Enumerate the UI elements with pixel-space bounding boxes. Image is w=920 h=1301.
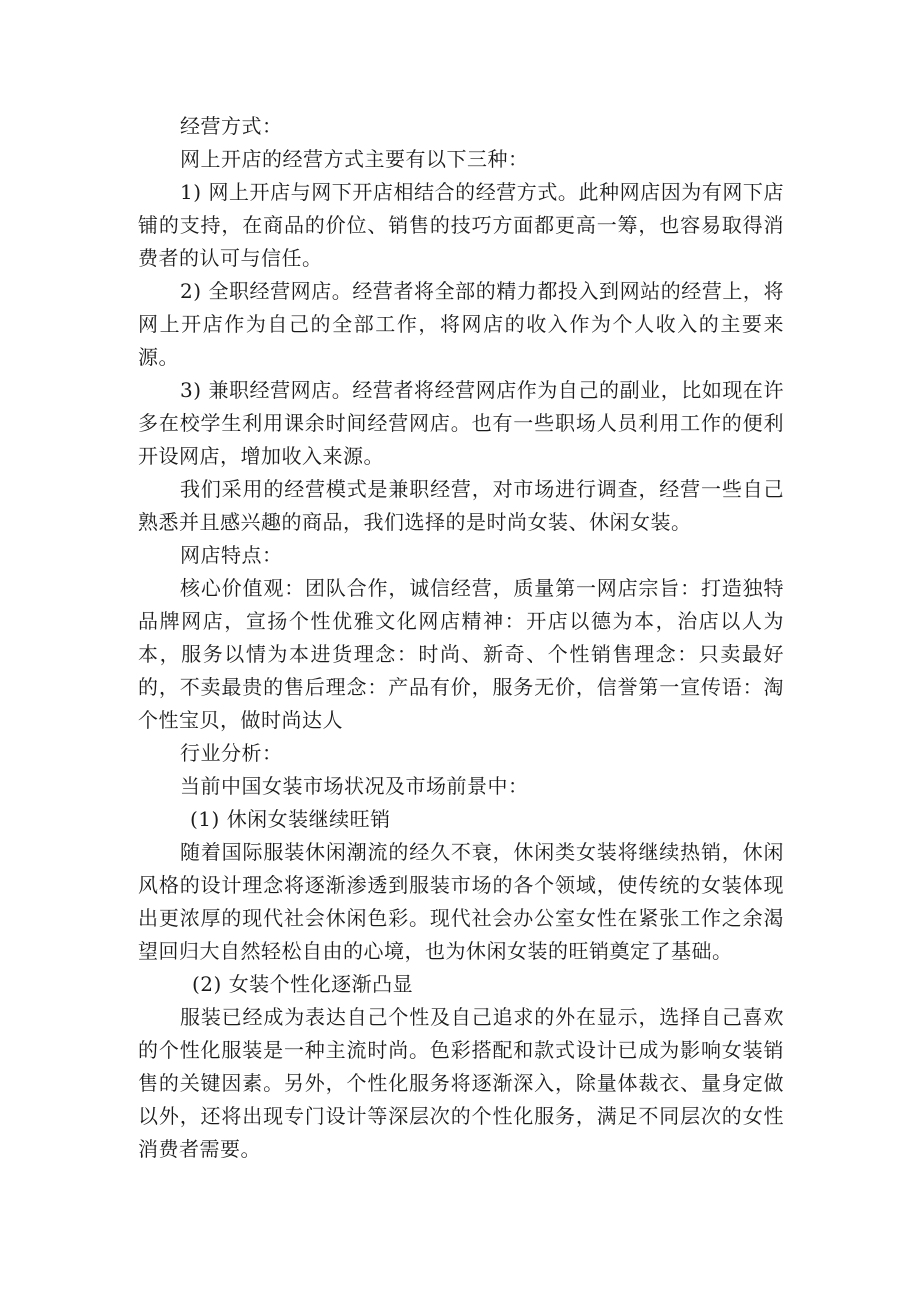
paragraph-mode-1: 1) 网上开店与网下开店相结合的经营方式。此种网店因为有网下店铺的支持，在商品的价位、销售的技巧方面都更高一筹，也容易取得消费者的认可与信任。 bbox=[138, 180, 784, 270]
subheading-personalization: (2) 女装个性化逐渐凸显 bbox=[192, 972, 414, 996]
paragraph-our-mode: 我们采用的经营模式是兼职经营，对市场进行调查，经营一些自己熟悉并且感兴趣的商品，我们选择的是时尚女装、休闲女装。 bbox=[138, 477, 784, 534]
heading-business-mode: 经营方式： bbox=[180, 114, 283, 138]
paragraph-personalization: 服装已经成为表达自己个性及自己追求的外在显示，选择自己喜欢的个性化服装是一种主流时尚。色彩搭配和款式设计已成为影响女装销售的关键因素。另外，个性化服务将逐渐深入，除量体裁衣、量身定做以外，还将出现专门设计等深层次的个性化服务，满足不同层次的女性消费者需要。 bbox=[138, 1005, 784, 1161]
document-body bbox=[138, 110, 784, 1166]
subheading-casual-wear: (1) 休闲女装继续旺销 bbox=[190, 807, 391, 831]
paragraph-intro: 网上开店的经营方式主要有以下三种： bbox=[180, 147, 529, 171]
heading-store-features: 网店特点： bbox=[180, 543, 283, 567]
paragraph-mode-3: 3) 兼职经营网店。经营者将经营网店作为自己的副业，比如现在许多在校学生利用课余时间经营网店。也有一些职场人员利用工作的便利开设网店，增加收入来源。 bbox=[138, 378, 784, 468]
paragraph-casual-wear: 随着国际服装休闲潮流的经久不衰，休闲类女装将继续热销，休闲风格的设计理念将逐渐渗透到服装市场的各个领域，使传统的女装体现出更浓厚的现代社会休闲色彩。现代社会办公室女性在紧张工作之余渴望回归大自然轻松自由的心境，也为休闲女装的旺销奠定了基础。 bbox=[138, 840, 784, 963]
paragraph-mode-2: 2) 全职经营网店。经营者将全部的精力都投入到网站的经营上，将网上开店作为自己的全部工作，将网店的收入作为个人收入的主要来源。 bbox=[138, 279, 784, 369]
paragraph-core-values: 核心价值观：团队合作，诚信经营，质量第一网店宗旨：打造独特品牌网店，宣扬个性优雅文化网店精神：开店以德为本，治店以人为本，服务以情为本进货理念：时尚、新奇、个性销售理念：只卖最好的，不卖最贵的售后理念：产品有价，服务无价，信誉第一宣传语：淘个性宝贝，做时尚达人 bbox=[138, 576, 784, 732]
paragraph-market-status: 当前中国女装市场状况及市场前景中： bbox=[180, 774, 529, 798]
heading-industry-analysis: 行业分析： bbox=[180, 741, 283, 765]
